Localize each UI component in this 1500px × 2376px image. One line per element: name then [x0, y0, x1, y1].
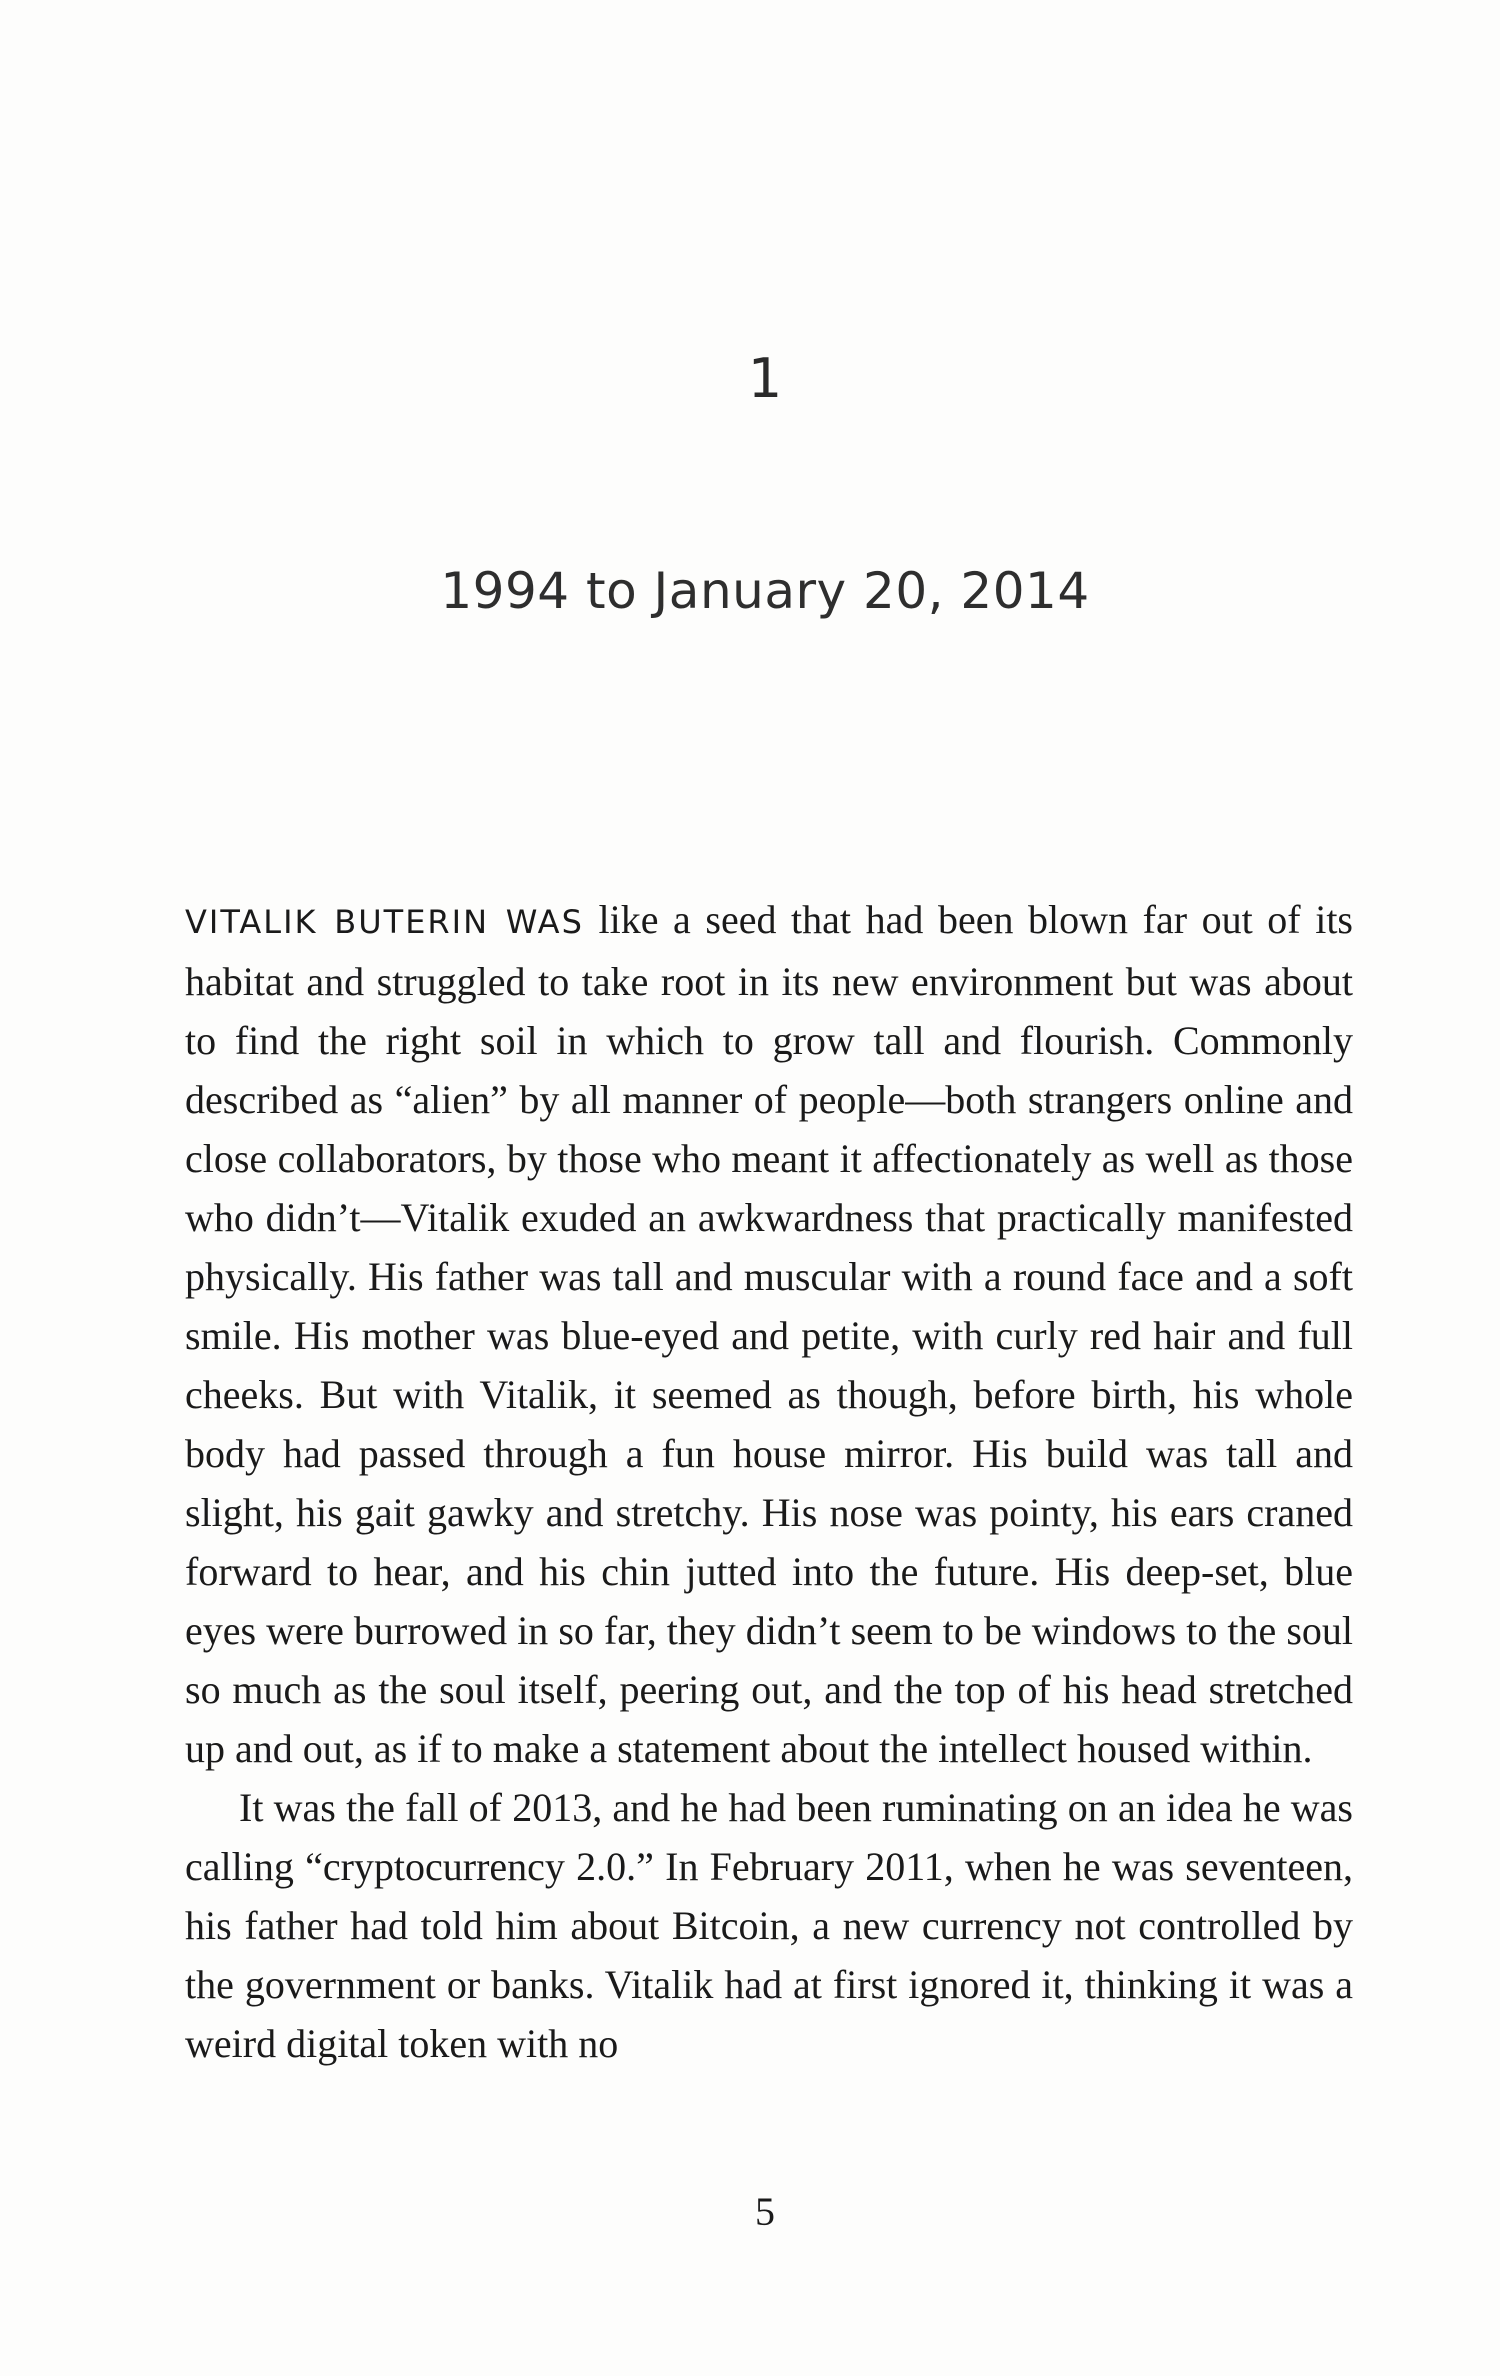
chapter-number: 1: [747, 347, 783, 410]
chapter-title: 1994 to January 20, 2014: [440, 562, 1090, 620]
lead-in-smallcaps: VITALIK BUTERIN WAS: [185, 903, 584, 941]
chapter-body: [185, 890, 1353, 2073]
paragraph-1: [185, 890, 1353, 1778]
paragraph-2: It was the fall of 2013, and he had been ruminating on an idea he was calling “cryptocurrency 2.0.” In February 2011, when he was seventeen, his father had told him about Bitcoin, a new currency not controlled by the government or banks. Vitalik had at first ignored it, thinking it was a weird digital token with no: [185, 1785, 1353, 2066]
page-number: 5: [755, 2189, 775, 2234]
paragraph-1-text: like a seed that had been blown far out of its habitat and struggled to take root in its new environment but was about to find the right soil in which to grow tall and flourish. Commonly described as “alien” by all manner of people—both strangers online and close collaborators, by those who meant it affectionately as well as those who didn’t—Vitalik exuded an awkwardness that practically manifested physically. His father was tall and muscular with a round face and a soft smile. His mother was blue-eyed and petite, with curly red hair and full cheeks. But with Vitalik, it seemed as though, before birth, his whole body had passed through a fun house mirror. His build was tall and slight, his gait gawky and stretchy. His nose was pointy, his ears craned forward to hear, and his chin jutted into the future. His deep-set, blue eyes were burrowed in so far, they didn’t seem to be windows to the soul so much as the soul itself, peering out, and the top of his head stretched up and out, as if to make a statement about the intellect housed within.: [185, 897, 1354, 1771]
